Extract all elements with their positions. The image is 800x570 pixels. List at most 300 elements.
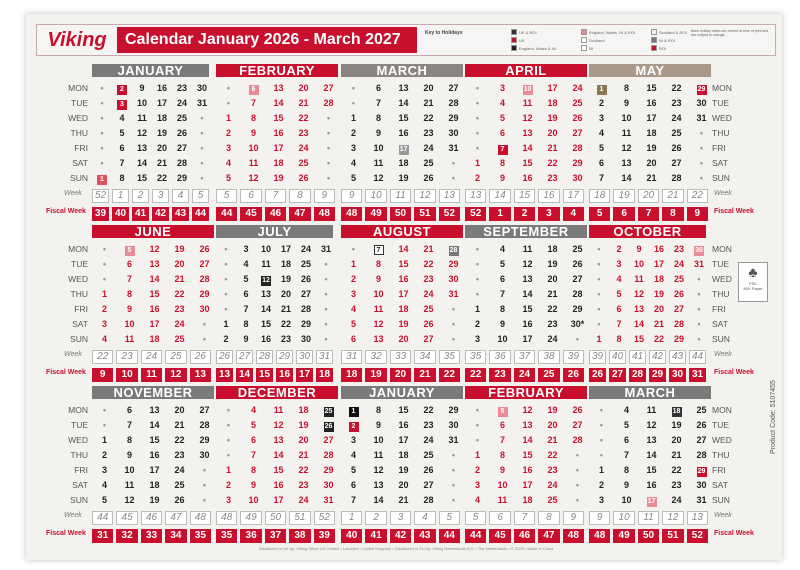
day-cell: 10 (523, 86, 532, 93)
day-cell: 9 (499, 465, 505, 475)
day-cell: 18 (156, 113, 167, 123)
day-cell: • (224, 289, 228, 299)
day-cell: 24 (671, 113, 682, 123)
day-cell: 31 (693, 259, 704, 269)
week-numbers: 9 10 11 12 13 (589, 511, 711, 525)
day-cell: 1 (223, 319, 229, 329)
day-cell: 14 (149, 274, 160, 284)
day-cell: • (475, 289, 480, 299)
day-cell: • (100, 98, 104, 108)
day-cell: 16 (156, 83, 167, 93)
day-cell: 5 (350, 173, 356, 183)
day-cell: 14 (522, 143, 533, 153)
day-cell: 31 (448, 143, 459, 153)
day-cell: • (597, 259, 601, 269)
day-cell: 13 (522, 420, 533, 430)
day-cell: 20 (547, 420, 558, 430)
day-cell: 1 (92, 171, 112, 186)
month-name: MAY (589, 64, 711, 77)
week-label: Week (714, 512, 732, 519)
day-cell: 29 (176, 173, 187, 183)
day-cell: • (699, 128, 704, 138)
day-cell: 7 (616, 319, 622, 329)
day-cell: 5 (616, 289, 622, 299)
week-numbers: 26 27 28 29 30 31 (216, 350, 363, 364)
day-cell: 18 (672, 408, 681, 415)
day-cell: 14 (273, 98, 284, 108)
day-cell: 1 (598, 465, 604, 475)
day-cell: 20 (156, 143, 167, 153)
day-cell: • (451, 304, 456, 314)
day-cell: • (451, 450, 456, 460)
day-cell: 11 (124, 480, 135, 490)
day-cell: • (224, 244, 228, 254)
day-labels-right: MON TUE WED THU FRI SAT SUN (712, 83, 732, 183)
day-cell: 10 (373, 289, 384, 299)
day-cell: 1 (225, 465, 231, 475)
day-cell: 8 (119, 173, 125, 183)
day-cell: • (226, 98, 231, 108)
day-cell: 18 (398, 450, 409, 460)
day-cell: 11 (373, 304, 384, 314)
day-cell: 6 (350, 480, 356, 490)
day-cell: 4 (474, 495, 480, 505)
day-cell: • (324, 274, 328, 284)
day-cell: 3 (350, 289, 356, 299)
holiday-key (421, 27, 771, 53)
day-cell: 25 (547, 495, 558, 505)
day-cell: 21 (298, 450, 309, 460)
month-name: JANUARY (92, 64, 209, 77)
day-cell: 1 (589, 81, 614, 96)
day-cell: 27 (673, 304, 684, 314)
day-cell: 21 (547, 143, 558, 153)
day-cell: • (697, 319, 701, 329)
day-cell: 13 (373, 480, 384, 490)
day-cell: • (102, 420, 107, 430)
fiscal-week-numbers: 22 23 24 25 26 (465, 368, 587, 382)
day-cell: 3 (616, 259, 622, 269)
day-cell: 3 (350, 435, 356, 445)
day-labels-right: MON TUE WED THU FRI SAT SUN (712, 405, 732, 505)
month-april (465, 64, 587, 221)
day-cell: • (200, 128, 204, 138)
day-cell: • (100, 158, 104, 168)
day-cell: 8 (375, 113, 381, 123)
day-cell: 25 (300, 259, 311, 269)
day-cell: 22 (298, 465, 309, 475)
day-cell: • (202, 465, 207, 475)
day-cell: 2 (101, 450, 107, 460)
day-cell: • (451, 319, 456, 329)
viking-logo: Viking (47, 29, 107, 51)
fiscal-week-numbers: 18 19 20 21 22 (341, 368, 463, 382)
day-cell: • (475, 405, 480, 415)
day-cell: 28 (323, 450, 334, 460)
day-cell: 3 (474, 480, 480, 490)
day-cell: 20 (174, 259, 185, 269)
day-cell: 18 (280, 259, 291, 269)
day-cell: • (599, 450, 604, 460)
day-cell: 3 (350, 143, 356, 153)
day-cell: 16 (522, 173, 533, 183)
day-cell: 8 (375, 259, 381, 269)
day-cell: 4 (350, 450, 356, 460)
day-cell: 18 (547, 98, 558, 108)
day-cell: • (697, 304, 701, 314)
day-cell: 31 (448, 435, 459, 445)
header (36, 24, 776, 56)
day-cell: 12 (522, 259, 533, 269)
week-numbers: 5 6 7 8 9 (465, 511, 587, 525)
day-cell: 5 (250, 420, 256, 430)
day-cell: 2 (598, 480, 604, 490)
day-cell: 19 (149, 495, 160, 505)
day-cell: 15 (398, 259, 409, 269)
day-cell: 12 (262, 277, 270, 284)
day-cell: 2 (350, 128, 356, 138)
page-title: Calendar January 2026 - March 2027 (117, 27, 417, 53)
week-numbers: 1 2 3 4 5 (341, 511, 463, 525)
key-item: England, Wales, NI & ROI (581, 29, 635, 35)
day-cell: • (697, 334, 701, 344)
day-cell: • (599, 435, 604, 445)
day-cell: 13 (522, 274, 533, 284)
week-label: Week (64, 190, 82, 197)
day-cell: 23 (547, 319, 558, 329)
day-cell: 8 (623, 465, 629, 475)
day-cell: 14 (522, 289, 533, 299)
day-cell: 20 (671, 435, 682, 445)
day-cell: 17 (398, 289, 409, 299)
day-cell: 6 (499, 274, 505, 284)
day-cell: 30 (300, 334, 311, 344)
day-cell: 15 (149, 289, 160, 299)
day-cell: • (102, 405, 107, 415)
day-cell: • (597, 244, 601, 254)
day-cell: 17 (399, 146, 408, 153)
day-cell: 9 (623, 98, 629, 108)
product-code: Product Code: 5107455 (770, 380, 777, 454)
fiscal-week-label: Fiscal Week (46, 208, 86, 215)
day-cell: 19 (653, 289, 664, 299)
day-cell: 1 (474, 158, 480, 168)
day-cell: 25 (298, 158, 309, 168)
day-cell: • (324, 289, 328, 299)
day-cell: 6 (598, 158, 604, 168)
day-cell: 17 (273, 143, 284, 153)
day-cell: 31 (696, 113, 707, 123)
month-name: MARCH (589, 386, 711, 399)
day-cell: 14 (398, 244, 409, 254)
day-cell: 20 (398, 334, 409, 344)
day-cell: 30 (448, 128, 459, 138)
day-cell: 26 (423, 465, 434, 475)
fiscal-week-numbers: 26 27 28 29 30 31 (589, 368, 736, 382)
day-cell: 12 (373, 173, 384, 183)
day-cell: 1 (474, 450, 480, 460)
day-cell: 5 (117, 242, 142, 257)
day-cell: 17 (646, 113, 657, 123)
day-cell: 10 (124, 319, 135, 329)
day-cell: 26 (572, 259, 583, 269)
day-cell: 13 (522, 128, 533, 138)
day-cell: 1 (101, 435, 107, 445)
day-cell: 4 (623, 405, 629, 415)
day-cell: 17 (647, 498, 656, 505)
day-labels-left: MON TUE WED THU FRI SAT SUN (68, 244, 88, 344)
day-cell: 28 (199, 274, 210, 284)
day-cell: 21 (423, 244, 434, 254)
key-note: Bank holiday dates are correct at time of print and are subject to change. (691, 29, 769, 37)
day-cell: 23 (423, 420, 434, 430)
day-labels-right: MON TUE WED THU FRI SAT SUN (712, 244, 732, 344)
day-cell: 27 (671, 158, 682, 168)
day-cell: 10 (497, 334, 508, 344)
week-numbers: 5 6 7 8 9 (216, 189, 338, 203)
day-cell: • (575, 334, 580, 344)
week-numbers: 39 40 41 42 43 44 (589, 350, 736, 364)
day-cell: 29 (448, 113, 459, 123)
day-cell: • (324, 304, 328, 314)
week-label: Week (714, 190, 732, 197)
day-cell: 4 (616, 274, 622, 284)
day-cell: 19 (398, 465, 409, 475)
day-cell: 3 (225, 495, 231, 505)
day-cell: • (475, 259, 480, 269)
day-cell: 8 (243, 319, 249, 329)
day-cell: • (224, 259, 228, 269)
day-cell: 15 (522, 158, 533, 168)
day-cell: 6 (616, 304, 622, 314)
day-cell: 8 (616, 334, 622, 344)
day-cell: 2 (474, 465, 480, 475)
day-cell: 21 (423, 98, 434, 108)
day-labels-left: MON TUE WED THU FRI SAT SUN (68, 83, 88, 183)
day-cell: 21 (174, 274, 185, 284)
day-cell: 11 (261, 259, 271, 269)
day-cell: 27 (323, 83, 334, 93)
day-cell: • (475, 98, 480, 108)
day-cell: • (597, 319, 601, 329)
day-cell: 11 (522, 98, 533, 108)
day-cell: • (699, 158, 704, 168)
day-cell: 30 (572, 173, 583, 183)
day-cell: 20 (547, 274, 558, 284)
day-cell: 23 (547, 173, 558, 183)
day-cell: 23 (174, 450, 185, 460)
day-cell: 21 (646, 173, 657, 183)
day-cell: 16 (522, 465, 533, 475)
day-cell: 2 (474, 319, 480, 329)
day-cell: • (102, 259, 107, 269)
day-cell: 26 (300, 274, 311, 284)
day-cell: 28 (449, 247, 458, 254)
day-cell: 7 (375, 98, 381, 108)
day-cell: 16 (273, 128, 284, 138)
day-cell: 4 (243, 259, 249, 269)
day-cell: 3 (243, 244, 249, 254)
day-cell: 14 (621, 173, 632, 183)
day-cell: 21 (653, 319, 664, 329)
fiscal-week-numbers: 44 45 46 47 48 (216, 207, 338, 221)
day-cell: • (451, 158, 456, 168)
day-cell: • (200, 143, 204, 153)
day-cell: 12 (124, 495, 135, 505)
day-cell: 14 (646, 450, 657, 460)
day-cell: 16 (398, 420, 409, 430)
day-cell: 13 (621, 158, 632, 168)
day-cell: 14 (373, 495, 384, 505)
day-cell: 24 (547, 480, 558, 490)
day-cell: 23 (671, 480, 682, 490)
month-august (341, 225, 463, 382)
day-cell: 25 (671, 128, 682, 138)
day-cell: 6 (126, 259, 132, 269)
fsc-sub: MIX Paper (743, 286, 763, 291)
day-cell: • (697, 274, 701, 284)
day-cell: 25 (176, 113, 187, 123)
day-cell: 4 (250, 405, 256, 415)
day-cell: 4 (350, 158, 356, 168)
day-cell: • (451, 465, 456, 475)
day-cell: 9 (126, 304, 132, 314)
day-cell: 29 (697, 86, 706, 93)
week-numbers: 31 32 33 34 35 (341, 350, 463, 364)
day-cell: 21 (671, 450, 682, 460)
day-cell: 3 (598, 495, 604, 505)
day-cell: 1 (225, 113, 231, 123)
day-cell: 4 (101, 480, 107, 490)
day-cell: 27 (176, 143, 187, 153)
day-cell: • (597, 304, 601, 314)
day-cell: 16 (273, 480, 284, 490)
day-cell: 10 (124, 465, 135, 475)
day-cell: 27 (572, 128, 583, 138)
day-cell: 26 (199, 244, 210, 254)
fiscal-week-numbers: 13 14 15 16 17 18 (216, 368, 363, 382)
day-cell: 12 (149, 244, 160, 254)
day-cell: 20 (547, 128, 558, 138)
month-name: MARCH (341, 64, 463, 77)
day-cell: 30* (570, 319, 585, 329)
day-cell: • (575, 450, 580, 460)
day-cell: • (226, 450, 231, 460)
day-cell: 27 (448, 83, 459, 93)
day-cell: 9 (375, 128, 381, 138)
day-cell: 3 (101, 465, 107, 475)
week-label: Week (64, 351, 82, 358)
day-cell: 3 (474, 334, 480, 344)
day-cell: 22 (547, 450, 558, 460)
day-cell: 13 (136, 143, 147, 153)
day-cell: 22 (671, 465, 682, 475)
day-cell: 6 (243, 289, 249, 299)
day-cell: 9 (499, 173, 505, 183)
day-cell: • (100, 113, 104, 123)
week-numbers: 18 19 20 21 22 (589, 189, 711, 203)
day-cell: 3 (225, 143, 231, 153)
day-cell: 8 (375, 405, 381, 415)
day-cell: 11 (137, 113, 147, 123)
day-cell: • (326, 158, 331, 168)
day-cell: 23 (671, 98, 682, 108)
day-cell: 6 (241, 81, 266, 96)
day-cell: • (200, 158, 204, 168)
day-cell: 2 (225, 128, 231, 138)
day-cell: 7 (243, 304, 249, 314)
day-cell: 23 (423, 128, 434, 138)
day-cell: 16 (398, 128, 409, 138)
day-cell: 22 (547, 158, 558, 168)
day-cell: 28 (448, 98, 459, 108)
day-cell: 12 (522, 405, 533, 415)
day-cell: 25 (673, 274, 684, 284)
day-cell: 18 (398, 158, 409, 168)
footer-text: Distributed in UK by: Viking Office UK Limited • Leicester • United Kingdom • Distributed in EU by: Viking Netherlands B.V. • The Netherlands • © 2025 • Made in China (258, 546, 554, 551)
day-cell: 25 (174, 334, 185, 344)
week-numbers: 35 36 37 38 39 (465, 350, 587, 364)
day-cell: 11 (497, 495, 508, 505)
day-cell: 5 (225, 173, 231, 183)
day-cell: 20 (298, 435, 309, 445)
fiscal-week-numbers: 35 36 37 38 39 (216, 529, 338, 543)
day-cell: • (100, 128, 104, 138)
day-cell: 18 (646, 128, 657, 138)
day-cell: 18 (149, 334, 160, 344)
day-cell: • (324, 259, 328, 269)
day-cell: 22 (174, 289, 185, 299)
day-cell: 19 (547, 113, 558, 123)
day-cell: 5 (499, 113, 505, 123)
day-cell: 24 (298, 143, 309, 153)
day-cell: 5 (490, 403, 515, 418)
day-cell: 7 (499, 435, 505, 445)
day-cell: 12 (621, 143, 632, 153)
day-cell: 24 (298, 495, 309, 505)
day-cell: 24 (174, 465, 185, 475)
day-cell: 28 (696, 450, 707, 460)
day-cell: 7 (598, 173, 604, 183)
day-cell: 28 (300, 304, 311, 314)
day-cell: 18 (298, 405, 309, 415)
day-cell: 24 (423, 289, 434, 299)
day-cell: 17 (149, 465, 160, 475)
day-cell: 27 (323, 435, 334, 445)
day-cell: 29 (697, 468, 706, 475)
day-cell: 9 (126, 450, 132, 460)
day-cell: 13 (398, 83, 409, 93)
day-cell: 26 (423, 319, 434, 329)
day-cell: 13 (646, 435, 657, 445)
day-cell: 26 (423, 173, 434, 183)
day-cell: • (699, 143, 704, 153)
day-cell: 21 (280, 304, 291, 314)
day-cell: • (326, 143, 331, 153)
day-cell: 6 (250, 435, 256, 445)
day-cell: 19 (174, 244, 185, 254)
month-name: OCTOBER (589, 225, 706, 238)
day-cell: 18 (547, 244, 558, 254)
day-cell: 15 (522, 304, 533, 314)
day-cell: 28 (572, 435, 583, 445)
day-cell: 11 (373, 158, 384, 168)
day-cell: 25 (423, 450, 434, 460)
month-name: DECEMBER (216, 386, 338, 399)
day-cell: 6 (350, 334, 356, 344)
day-cell: 4 (101, 334, 107, 344)
day-cell: 25 (696, 405, 707, 415)
